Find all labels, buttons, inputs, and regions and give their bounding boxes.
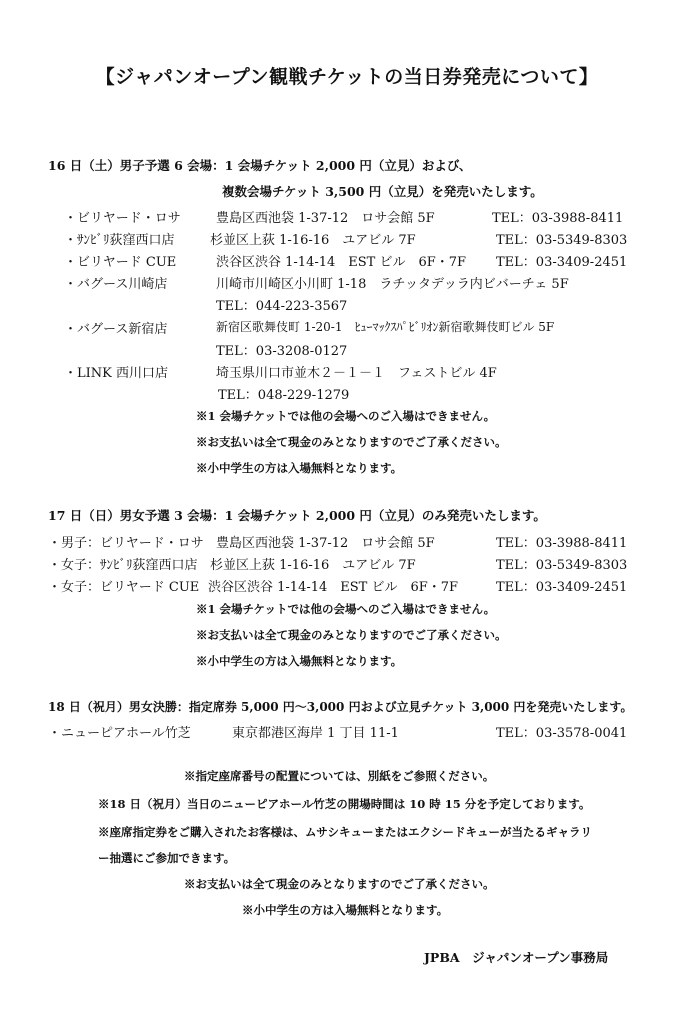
venue-address: 東京都港区海岸 1 丁目 11-1 [232, 726, 399, 741]
footer-note: ※18 日（祝月）当日のニューピアホール竹芝の開場時間は 10 時 15 分を予定しております。 [98, 797, 591, 811]
venue-tel: TEL：03-3988-8411 [492, 211, 624, 226]
footer-note: ー抽選にご参加できます。 [98, 851, 236, 865]
day16-note: ※1 会場チケットでは他の会場へのご入場はできません。 [196, 409, 496, 423]
footer-note: ※小中学生の方は入場無料となります。 [242, 903, 449, 917]
day17-note: ※お支払いは全て現金のみとなりますのでご了承ください。 [196, 628, 507, 642]
venue-tel: TEL：03-3578-0041 [496, 726, 628, 741]
venue-name: ・男子：ビリヤード・ロサ [48, 536, 204, 551]
venue-address: 埼玉県川口市並木２－１－１ フェストビル 4F [216, 366, 497, 381]
venue-address: 豊島区西池袋 1-37-12 ロサ会館 5F [216, 536, 435, 551]
venue-name: ・女子：ビリヤード CUE [48, 580, 200, 595]
day16-header-line2: 複数会場チケット 3,500 円（立見）を発売いたします。 [222, 184, 543, 199]
venue-tel: TEL：03-3208-0127 [216, 344, 348, 359]
venue-name: ・LINK 西川口店 [64, 366, 168, 381]
venue-name: ・女子：ｻﾝﾋﾞﾘ荻窪西口店 [48, 558, 198, 573]
footer-note: ※指定座席番号の配置については、別紙をご参照ください。 [184, 769, 495, 783]
day16-note: ※小中学生の方は入場無料となります。 [196, 461, 403, 475]
page-title: 【ジャパンオープン観戦チケットの当日券発売について】 [95, 66, 599, 88]
venue-name: ・バグース新宿店 [64, 322, 168, 337]
venue-tel: TEL：03-3409-2451 [496, 580, 628, 595]
day16-header-line1: 16 日（土）男子予選 6 会場：1 会場チケット 2,000 円（立見）および、 [48, 158, 472, 173]
venue-name: ・ｻﾝﾋﾞﾘ荻窪西口店 [64, 233, 175, 248]
day18-header: 18 日（祝月）男女決勝：指定席券 5,000 円～3,000 円および立見チケット 3,000 円を発売いたします。 [48, 700, 633, 714]
venue-address: 杉並区上荻 1-16-16 ユアビル 7F [210, 558, 416, 573]
venue-tel: TEL：044-223-3567 [216, 299, 348, 314]
venue-name: ・ニューピアホール竹芝 [48, 726, 191, 741]
venue-name: ・ビリヤード CUE [64, 255, 177, 270]
venue-tel: TEL：03-3409-2451 [496, 255, 628, 270]
venue-name: ・バグース川崎店 [64, 277, 168, 292]
venue-address: 杉並区上荻 1-16-16 ユアビル 7F [210, 233, 416, 248]
venue-tel: TEL：03-3988-8411 [496, 536, 628, 551]
day17-note: ※1 会場チケットでは他の会場へのご入場はできません。 [196, 602, 496, 616]
day16-note: ※お支払いは全て現金のみとなりますのでご了承ください。 [196, 435, 507, 449]
venue-address: 豊島区西池袋 1-37-12 ロサ会館 5F [216, 211, 435, 226]
footer-note: ※座席指定券をご購入されたお客様は、ムサシキューまたはエクシードキューが当たるギャラリ [98, 825, 593, 839]
signature: JPBA ジャパンオープン事務局 [424, 950, 609, 965]
venue-tel: TEL：03-5349-8303 [496, 233, 628, 248]
venue-tel: TEL：03-5349-8303 [496, 558, 628, 573]
venue-address: 新宿区歌舞伎町 1-20-1 ﾋｭｰﾏｯｸｽﾊﾟﾋﾞﾘｵﾝ新宿歌舞伎町ビル 5F [216, 320, 555, 334]
venue-address: 渋谷区渋谷 1-14-14 EST ビル 6F・7F [216, 255, 467, 270]
day17-note: ※小中学生の方は入場無料となります。 [196, 654, 403, 668]
footer-note: ※お支払いは全て現金のみとなりますのでご了承ください。 [184, 877, 495, 891]
day17-header: 17 日（日）男女予選 3 会場：1 会場チケット 2,000 円（立見）のみ発売いたします。 [48, 508, 546, 523]
venue-address: 川崎市川崎区小川町 1-18 ラチッタデッラ内ビバーチェ 5F [216, 277, 569, 292]
venue-tel: TEL：048-229-1279 [218, 388, 350, 403]
venue-address: 渋谷区渋谷 1-14-14 EST ビル 6F・7F [208, 580, 459, 595]
venue-name: ・ビリヤード・ロサ [64, 211, 181, 226]
